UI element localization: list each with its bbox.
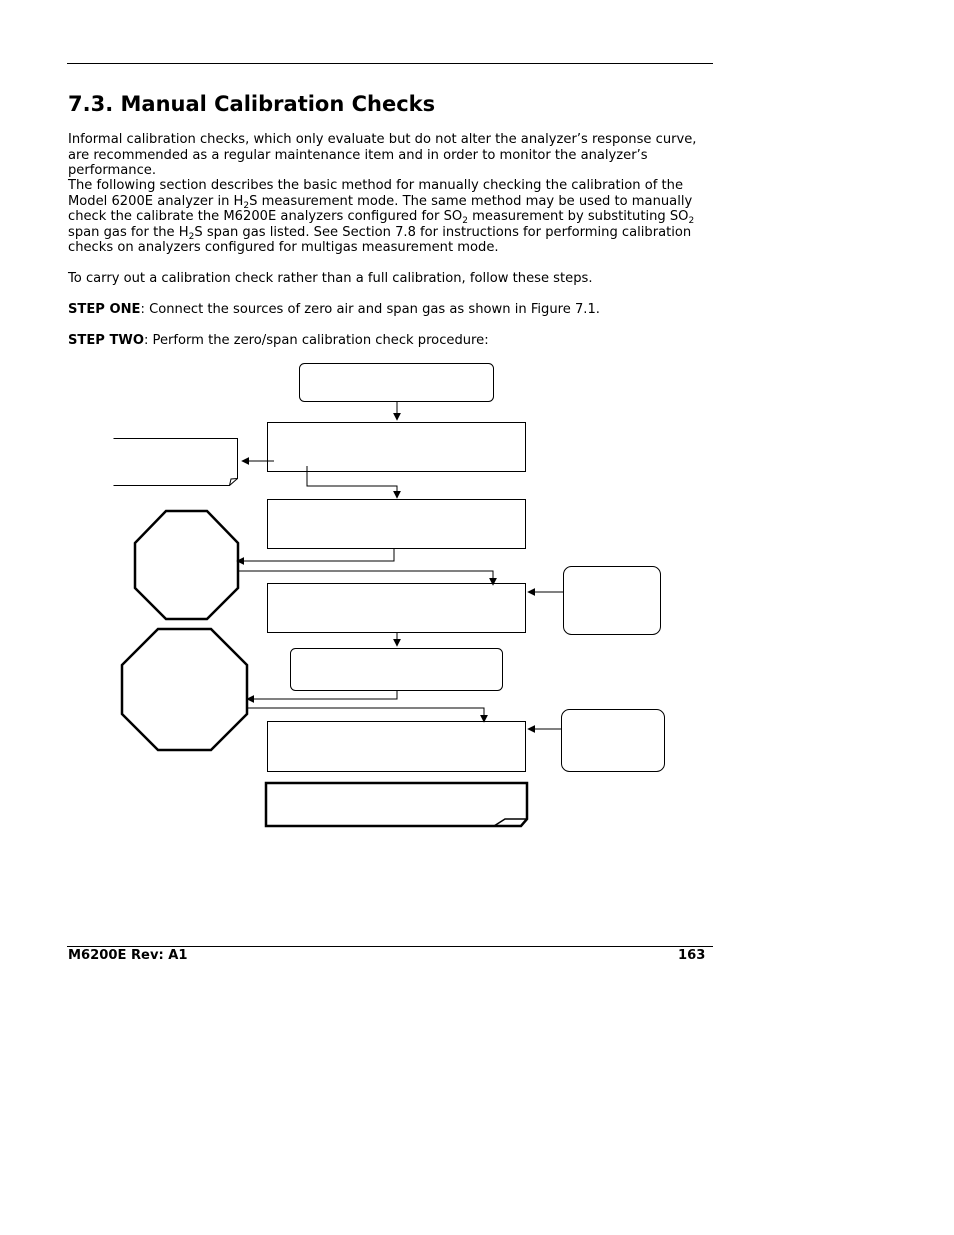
flow-step-box-3	[268, 584, 526, 633]
flow-step-box-5	[268, 722, 526, 772]
flow-note-box	[114, 439, 238, 486]
step-one-label: STEP ONE	[68, 302, 141, 317]
flow-step-box-2	[268, 500, 526, 549]
footer-page-number: 163	[678, 948, 706, 963]
steps-intro-paragraph: To carry out a calibration check rather than a full calibration, follow these steps.	[68, 271, 593, 286]
step-two-label: STEP TWO	[68, 333, 144, 348]
intro-paragraph: Informal calibration checks, which only evaluate but do not alter the analyzer’s response curve, are recommended as a regular maintenance item and in order to monitor the analyzer’s performance.	[68, 132, 697, 179]
flow-start-box	[300, 364, 494, 402]
step-one-paragraph: STEP ONE: Connect the sources of zero air and span gas as shown in Figure 7.1.	[68, 302, 600, 317]
flow-side-box-2	[562, 710, 665, 772]
flow-step-box-1	[268, 423, 526, 472]
flow-decision-box	[291, 649, 503, 691]
method-paragraph: The following section describes the basic method for manually checking the calibration of the Model 6200E analyzer in $H_2S$ measurement mode. The same method may be used to manually check the calibrate the M6200E analyzers configured for $SO_2$ measurement by substituting $SO_2$ span gas for the $H_2S$ span gas listed. See Section 7.8 for instructions for performing calibration checks on analyzers configured for multigas measurement mode.	[68, 178, 695, 256]
stop-sign-2	[122, 629, 247, 750]
flow-end-note-box	[266, 783, 527, 826]
footer-revision: M6200E Rev: A1	[68, 948, 188, 963]
section-number: 7.3.	[68, 92, 114, 116]
step-two-paragraph: STEP TWO: Perform the zero/span calibration check procedure:	[68, 333, 489, 348]
flow-side-box-1	[564, 567, 661, 635]
footer-rule	[67, 946, 713, 947]
section-title: Manual Calibration Checks	[120, 92, 436, 116]
stop-sign-1	[135, 511, 238, 619]
